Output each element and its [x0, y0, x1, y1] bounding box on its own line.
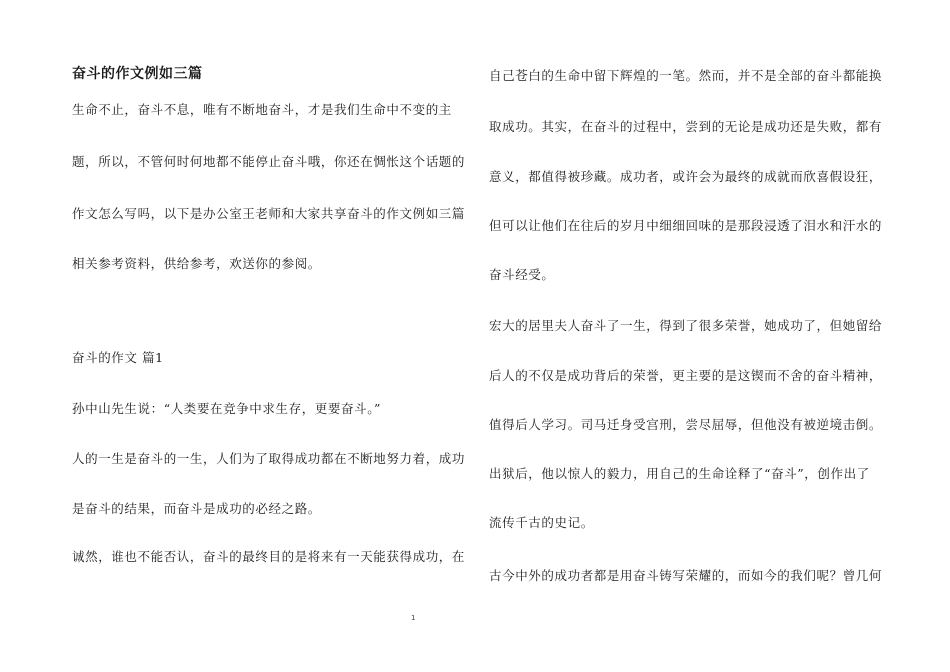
paragraph-line: 值得后人学习。司马迁身受宫刑，尝尽屈辱，但他没有被逆境击倒。 — [489, 417, 883, 432]
paragraph-line: 取成功。其实，在奋斗的过程中，尝到的无论是成功还是失败，都有 — [489, 119, 883, 134]
intro-line: 生命不止，奋斗不息，唯有不断地奋斗，才是我们生命中不变的主 — [72, 102, 452, 117]
paragraph-line: 人的一生是奋斗的一生，人们为了取得成功都在不断地努力着，成功 — [72, 451, 466, 466]
paragraph-line: 流传千古的史记。 — [489, 515, 594, 530]
quote-line: 孙中山先生说：“人类要在竞争中求生存，更要奋斗。” — [72, 401, 382, 416]
paragraph-line: 古今中外的成功者都是用奋斗铸写荣耀的，而如今的我们呢？曾几何 — [489, 568, 883, 583]
paragraph-line: 但可以让他们在往后的岁月中细细回味的是那段浸透了泪水和汗水的 — [489, 218, 883, 233]
paragraph-line: 诚然，谁也不能否认，奋斗的最终目的是将来有一天能获得成功，在 — [72, 549, 466, 564]
paragraph-line: 意义，都值得被珍藏。成功者，或许会为最终的成就而欣喜假设狂， — [489, 169, 883, 184]
section-heading: 奋斗的作文 篇1 — [72, 350, 164, 365]
paragraph-line: 是奋斗的结果，而奋斗是成功的必经之路。 — [72, 501, 321, 516]
paragraph-line: 自己苍白的生命中留下辉煌的一笔。然而，并不是全部的奋斗都能换 — [489, 68, 883, 83]
paragraph-line: 宏大的居里夫人奋斗了一生，得到了很多荣誉，她成功了，但她留给 — [489, 318, 883, 333]
document-title: 奋斗的作文例如三篇 — [72, 66, 203, 82]
intro-line: 题，所以，不管何时何地都不能停止奋斗哦，你还在惆怅这个话题的 — [72, 154, 466, 169]
page-number: 1 — [411, 614, 416, 622]
paragraph-line: 奋斗经受。 — [489, 267, 555, 282]
intro-line: 作文怎么写吗，以下是办公室王老师和大家共享奋斗的作文例如三篇 — [72, 206, 466, 221]
paragraph-line: 后人的不仅是成功背后的荣誉，更主要的是这锲而不舍的奋斗精神， — [489, 368, 883, 383]
intro-line: 相关参考资料，供给参考，欢送你的参阅。 — [72, 256, 321, 271]
paragraph-line: 出狱后，他以惊人的毅力，用自己的生命诠释了“奋斗”，创作出了 — [489, 466, 870, 481]
